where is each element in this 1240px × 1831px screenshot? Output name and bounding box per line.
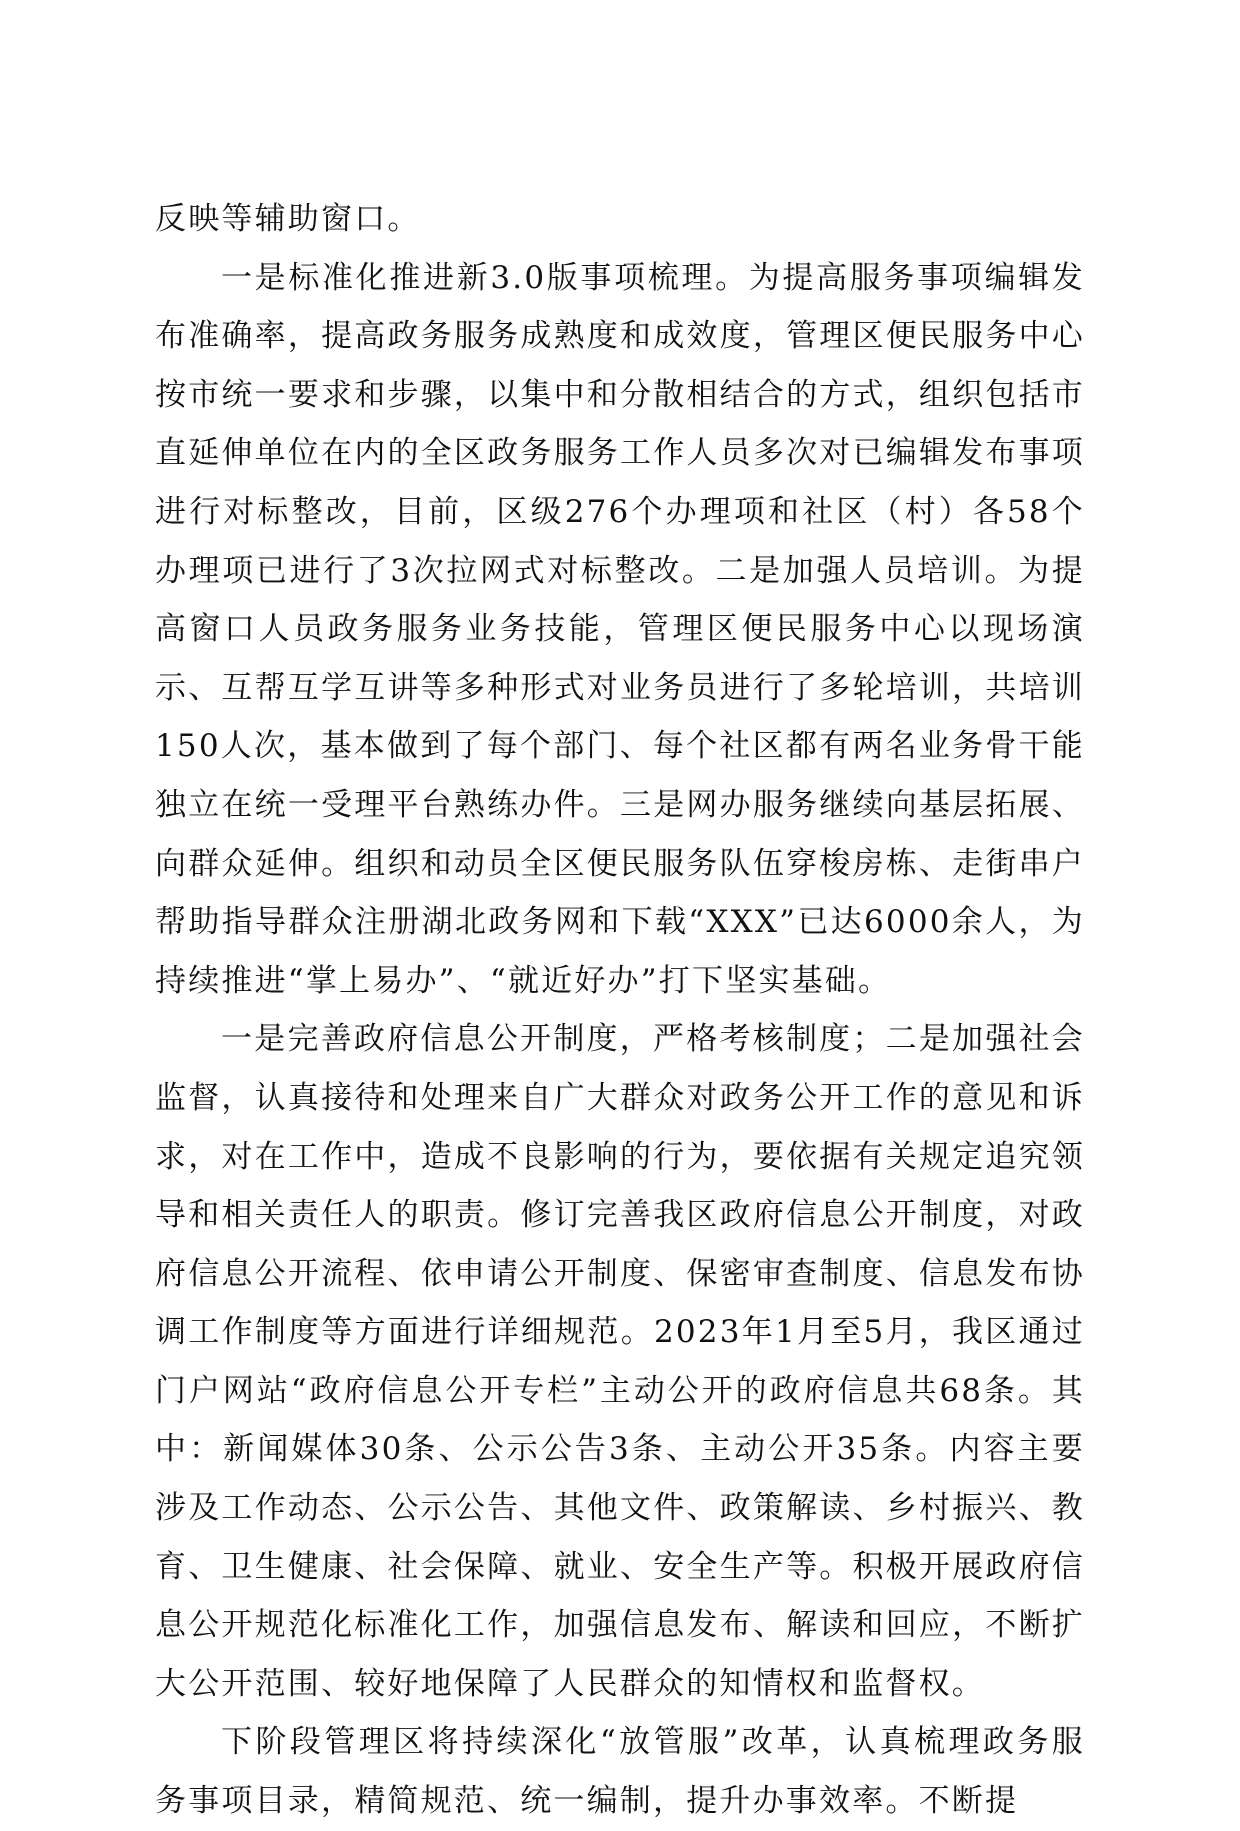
paragraph-service-reform: 一是标准化推进新3.0版事项梳理。为提高服务事项编辑发布准确率，提高政务服务成熟度和成效度，管理区便民服务中心按市统一要求和步骤，以集中和分散相结合的方式，组织包括市直延伸单位在内的全区政务服务工作人员多次对已编辑发布事项进行对标整改，目前，区级276个办理项和社区（村）各58个办理项已进行了3次拉网式对标整改。二是加强人员培训。为提高窗口人员政务服务业务技能，管理区便民服务中心以现场演示、互帮互学互讲等多种形式对业务员进行了多轮培训，共培训150人次，基本做到了每个部门、每个社区都有两名业务骨干能独立在统一受理平台熟练办件。三是网办服务继续向基层拓展、向群众延伸。组织和动员全区便民服务队伍穿梭房栋、走街串户帮助指导群众注册湖北政务网和下载“XXX”已达6000余人，为持续推进“掌上易办”、“就近好办”打下坚实基础。 — [155, 259, 1085, 999]
paragraph-next-steps: 下阶段管理区将持续深化“放管服”改革，认真梳理政务服务事项目录，精简规范、统一编制，提升办事效率。不断提 — [155, 1724, 1085, 1820]
paragraph-continuation: 反映等辅助窗口。 — [155, 201, 421, 237]
paragraph-information-disclosure: 一是完善政府信息公开制度，严格考核制度；二是加强社会监督，认真接待和处理来自广大群众对政务公开工作的意见和诉求，对在工作中，造成不良影响的行为，要依据有关规定追究领导和相关责任人的职责。修订完善我区政府信息公开制度，对政府信息公开流程、依申请公开制度、保密审查制度、信息发布协调工作制度等方面进行详细规范。2023年1月至5月，我区通过门户网站“政府信息公开专栏”主动公开的政府信息共68条。其中：新闻媒体30条、公示公告3条、主动公开35条。内容主要涉及工作动态、公示公告、其他文件、政策解读、乡村振兴、教育、卫生健康、社会保障、就业、安全生产等。积极开展政府信息公开规范化标准化工作，加强信息发布、解读和回应，不断扩大公开范围、较好地保障了人民群众的知情权和监督权。 — [155, 1021, 1085, 1702]
document-body — [155, 190, 1085, 1831]
